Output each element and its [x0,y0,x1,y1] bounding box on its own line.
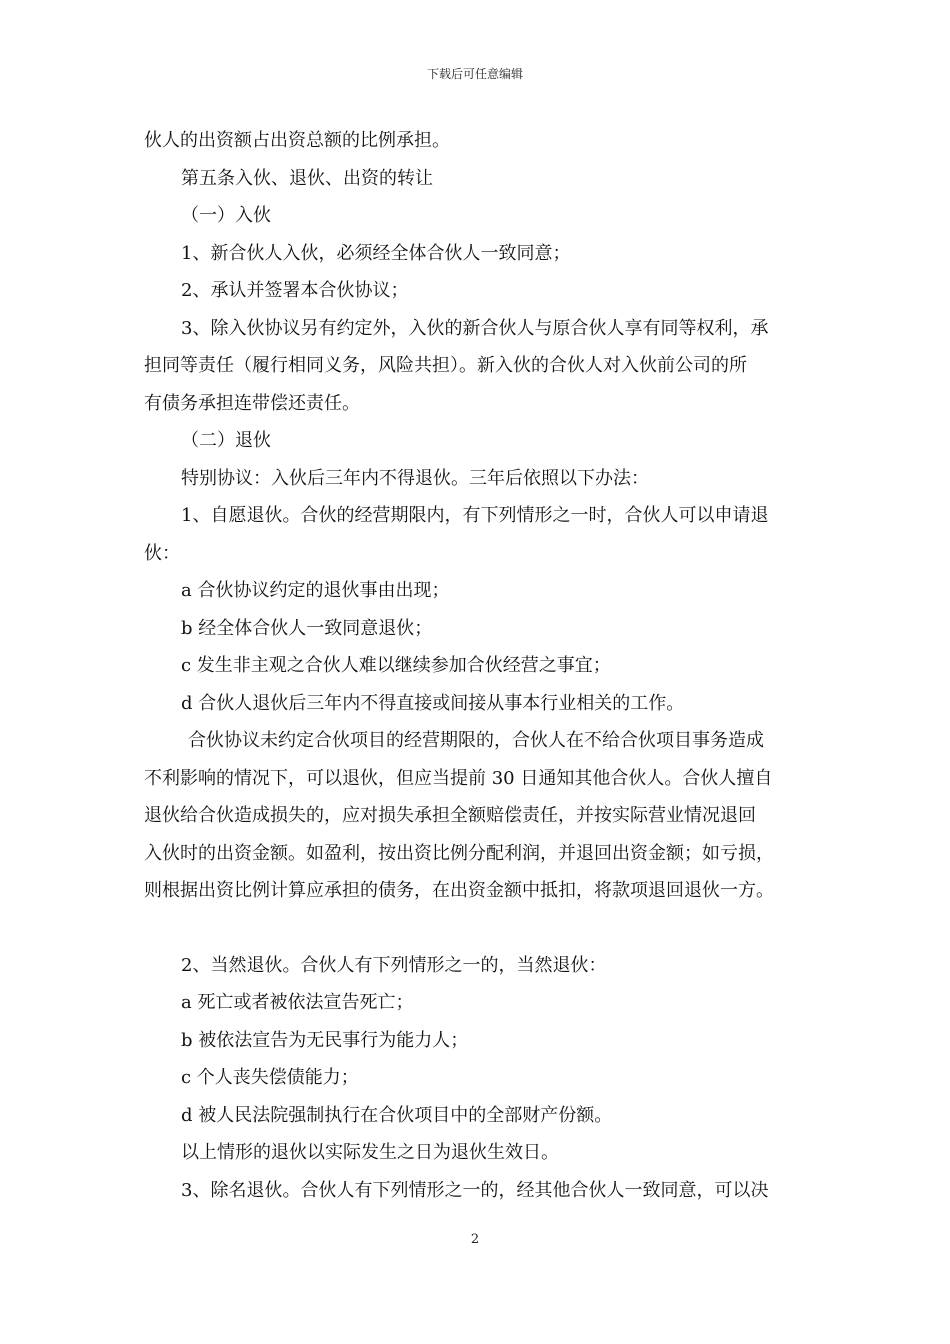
page-header: 下载后可任意编辑 [426,67,523,81]
list-item: 1、自愿退伙。合伙的经营期限内，有下列情形之一时，合伙人可以申请退 [181,505,769,526]
text-line: 则根据出资比例计算应承担的债务，在出资金额中抵扣，将款项退回退伙一方。 [144,880,774,901]
text-line: 伙人的出资额占出资总额的比例承担。 [144,130,450,151]
list-item: d 合伙人退伙后三年内不得直接或间接从事本行业相关的工作。 [181,692,685,714]
list-item: c 个人丧失偿债能力； [181,1067,359,1088]
text-line: 伙： [144,542,180,564]
blank-line [144,910,824,947]
text-line: 入伙时的出资金额。如盈利，按出资比例分配利润，并退回出资金额；如亏损， [144,842,774,864]
document-body [144,122,824,1209]
list-item: d 被人民法院强制执行在合伙项目中的全部财产份额。 [181,1104,613,1126]
text-line: 退伙给合伙造成损失的，应对损失承担全额赔偿责任，并按实际营业情况退回 [144,805,756,826]
list-item: 2、当然退伙。合伙人有下列情形之一的，当然退伙： [181,954,607,976]
list-item: 1、新合伙人入伙，必须经全体合伙人一致同意； [181,242,571,264]
page-number: 2 [470,1232,480,1247]
text-line: 不利影响的情况下，可以退伙，但应当提前 30 日通知其他合伙人。合伙人擅自 [144,767,773,789]
article-heading: 第五条入伙、退伙、出资的转让 [181,167,433,189]
list-item: 3、除入伙协议另有约定外，入伙的新合伙人与原合伙人享有同等权利，承 [181,317,769,339]
text-line: 以上情形的退伙以实际发生之日为退伙生效日。 [181,1142,559,1163]
list-item: a 合伙协议约定的退伙事由出现； [181,580,450,601]
section-heading: （一）入伙 [181,205,271,226]
text-line: 合伙协议未约定合伙项目的经营期限的，合伙人在不给合伙项目事务造成 [188,730,764,751]
text-line: 特别协议：入伙后三年内不得退伙。三年后依照以下办法： [181,467,649,489]
text-line: 有债务承担连带偿还责任。 [144,392,360,414]
list-item: a 死亡或者被依法宣告死亡； [181,992,414,1013]
list-item: b 被依法宣告为无民事行为能力人； [181,1029,469,1051]
list-item: 2、承认并签署本合伙协议； [181,280,409,301]
section-heading: （二）退伙 [181,430,271,451]
list-item: b 经全体合伙人一致同意退伙； [181,617,433,639]
list-item: 3、除名退伙。合伙人有下列情形之一的，经其他合伙人一致同意，可以决 [181,1179,769,1201]
text-line: 担同等责任（履行相同义务，风险共担）。新入伙的合伙人对入伙前公司的所 [144,355,747,376]
list-item: c 发生非主观之合伙人难以继续参加合伙经营之事宜； [181,655,611,676]
